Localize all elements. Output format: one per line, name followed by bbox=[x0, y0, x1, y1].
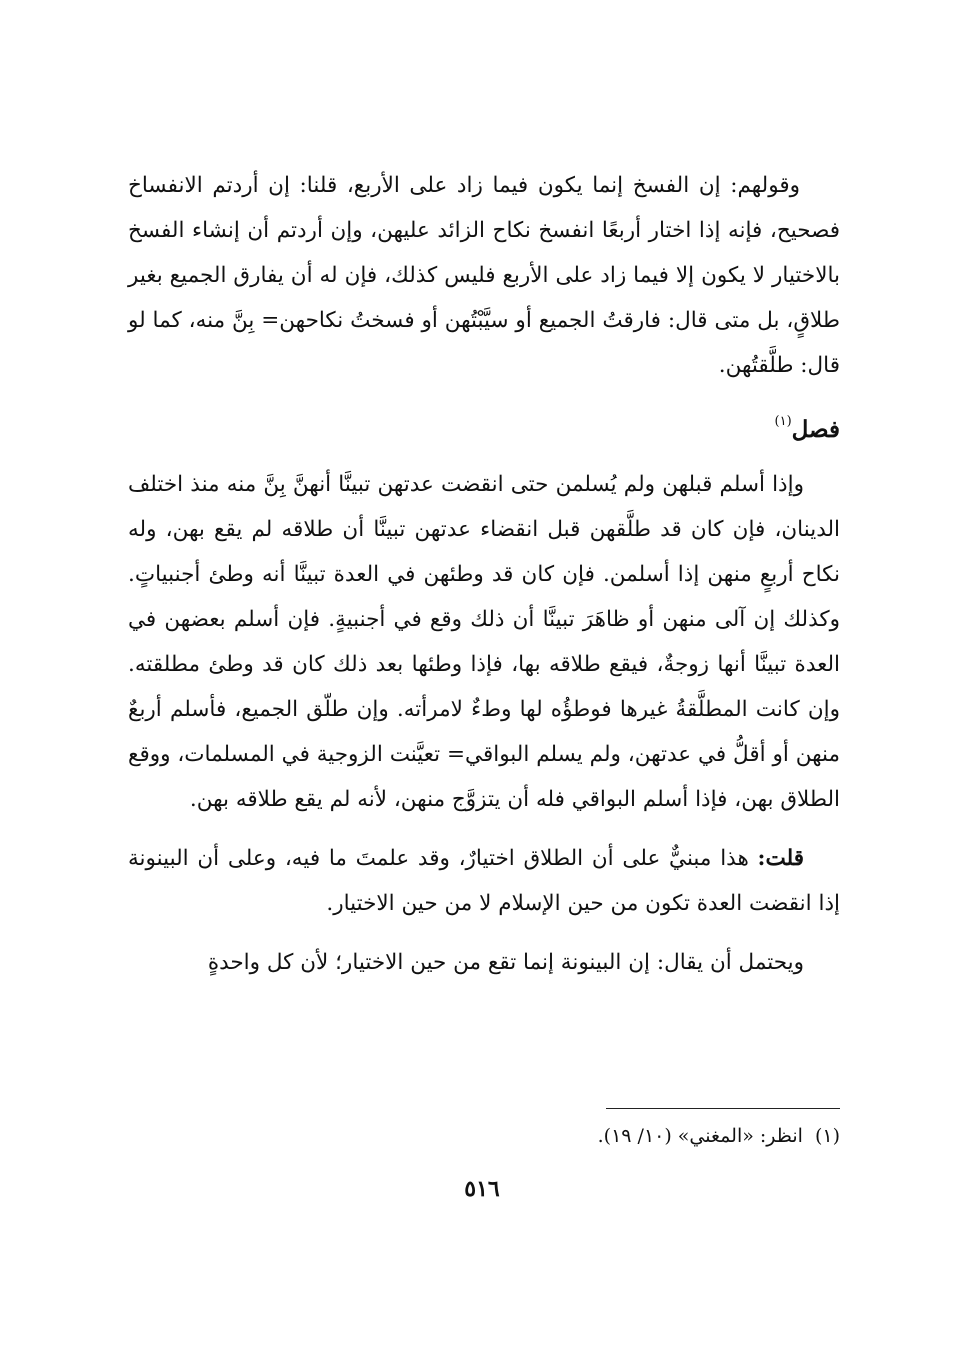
footnote-text: انظر: «المغني» (١٠/ ١٩). bbox=[597, 1125, 803, 1147]
section-heading-title: فصل bbox=[791, 416, 840, 443]
paragraph-qult bbox=[128, 836, 840, 926]
footnote-divider bbox=[606, 1108, 840, 1109]
page-number: ٥١٦ bbox=[464, 1176, 500, 1202]
main-text bbox=[128, 163, 840, 985]
footnote-number: (١) bbox=[814, 1125, 840, 1147]
paragraph-last: ويحتمل أن يقال: إن البينونة إنما تقع من حين الاختيار؛ لأن كل واحدةٍ bbox=[207, 950, 804, 975]
qult-lead: قلت: bbox=[757, 846, 804, 871]
section-heading bbox=[128, 392, 840, 460]
footnote-reference[interactable]: (١) bbox=[774, 414, 792, 429]
paragraph-1: وقولهم: إن الفسخ إنما يكون فيما زاد على الأربع، قلنا: إن أردتم الانفساخ فصحيح، فإنه إذا اختار أربعًا انفسخ نكاح الزائد عليهن، وإن أردتم أن إنشاء الفسخ بالاختيار لا يكون إلا فيما زاد على الأربع فليس كذلك، فإن له أن يفارق الجميع بغير طلاقٍ، بل متى قال: فارقتُ الجميع أو سيَّبْتُهن أو فسختُ نكاحهن= بِنَّ منه، كما لو قال: طلَّقتُهن. bbox=[128, 173, 841, 378]
qult-text: هذا مبنيٌّ على أن الطلاق اختيارٌ، وقد علمتَ ما فيه، وعلى أن البينونة إذا انقضت العدة تكون من حين الإسلام لا من حين الاختيار. bbox=[128, 846, 840, 916]
footnote bbox=[128, 1120, 840, 1152]
paragraph-2: وإذا أسلم قبلهن ولم يُسلمن حتى انقضت عدتهن تبينَّا أنهنَّ بِنَّ منه منذ اختلف الدينان، فإن كان قد طلَّقهن قبل انقضاء عدتهن تبينَّا أن طلاقه لم يقع بهن، وله نكاح أربعٍ منهن إذا أسلمن. فإن كان قد وطئهن في العدة تبينَّا أنه وطئ أجنبياتٍ. وكذلك إن آلى منهن أو ظاهَرَ تبينَّا أن ذلك وقع في أجنبيةٍ. فإن أسلم بعضهن في العدة تبينَّا أنها زوجةٌ، فيقع طلاقه بها، فإذا وطئها بعد ذلك كان قد وطئ مطلقته. وإن كانت المطلَّقةُ غيرها فوطؤُه لها وطءٌ لامرأته. وإن طلّق الجميع، فأسلم أربعٌ منهن أو أقلُّ في عدتهن، ولم يسلم البواقي= تعيَّنت الزوجية في المسلمات، ووقع الطلاق بهن، فإذا أسلم البواقي فله أن يتزوَّج منهن، لأنه لم يقع طلاقه بهن. bbox=[128, 472, 840, 812]
